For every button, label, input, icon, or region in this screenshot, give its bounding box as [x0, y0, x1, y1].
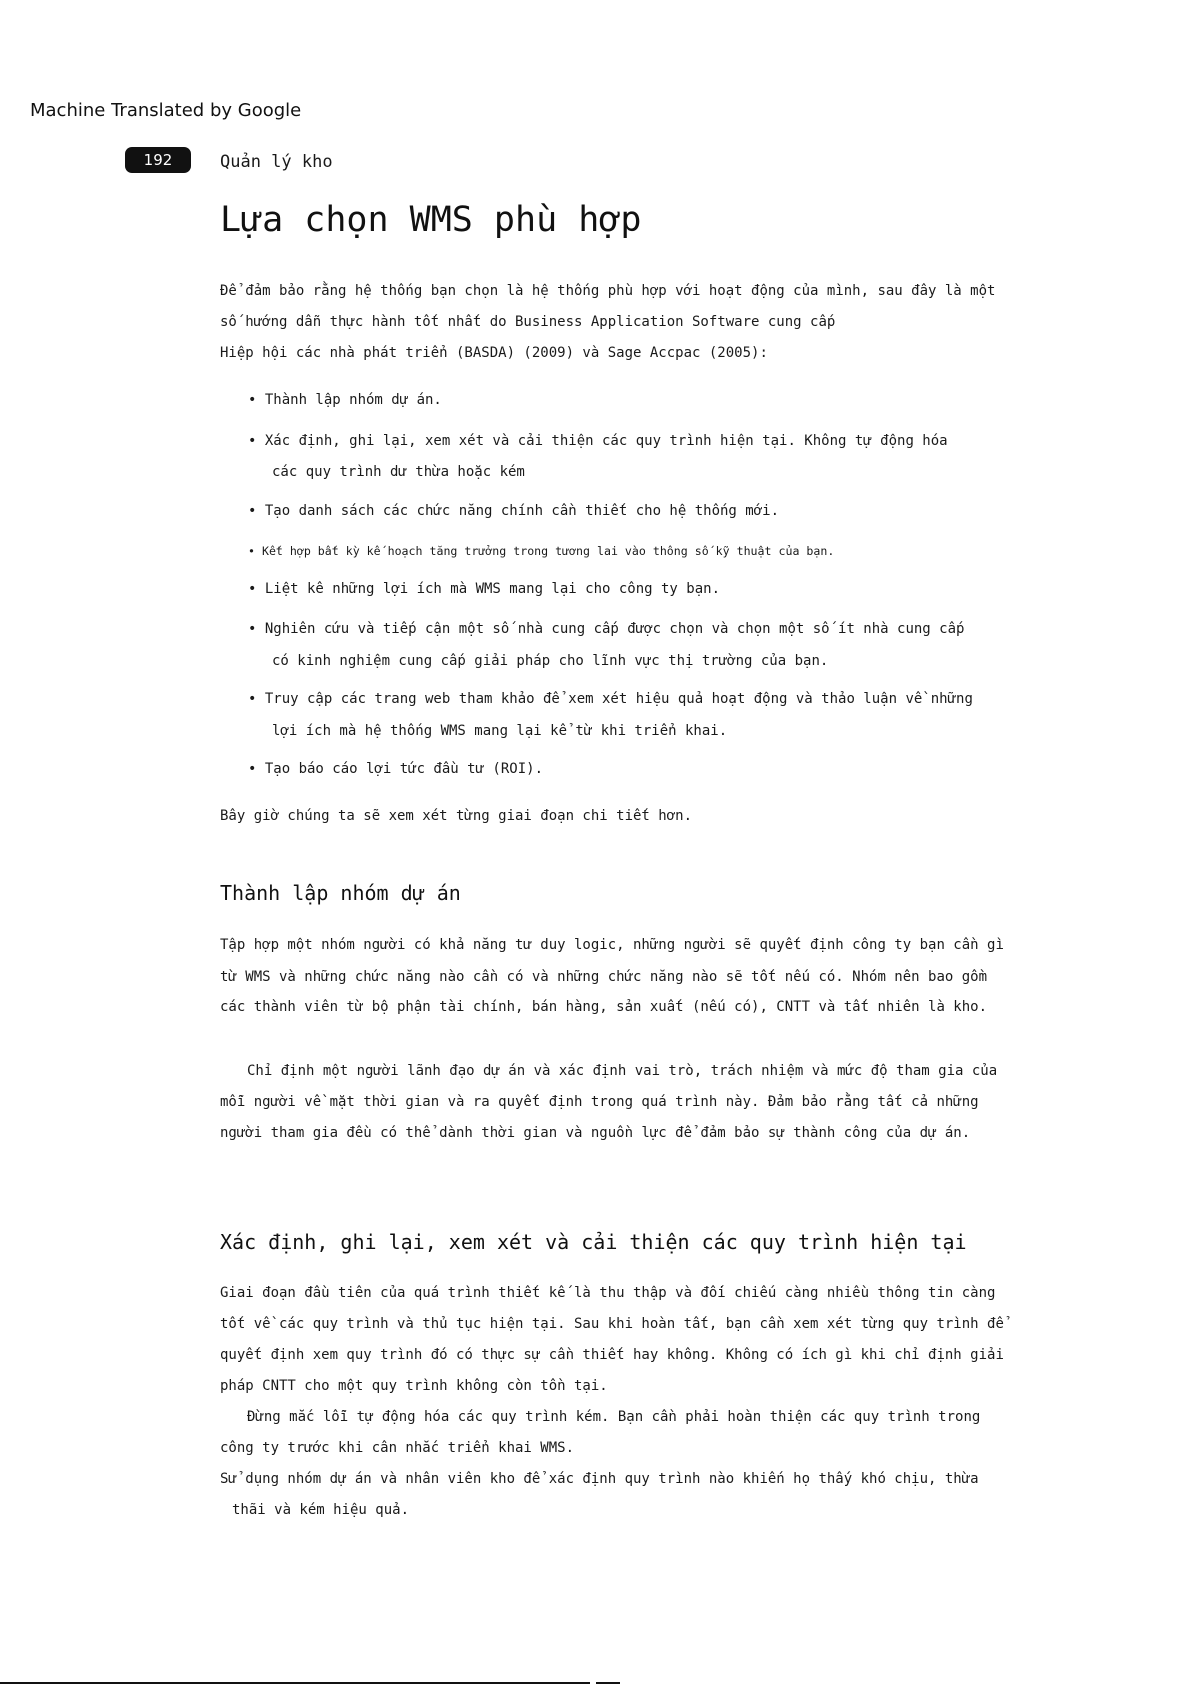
section2-line: tốt về các quy trình và thủ tục hiện tại. Sau khi hoàn tất, bạn cần xem xét từng quy trình để	[220, 1316, 1004, 1332]
running-head: Quản lý kho	[220, 152, 333, 172]
list-item: • Liệt kê những lợi ích mà WMS mang lại cho công ty bạn.	[248, 581, 721, 597]
section2-line: công ty trước khi cân nhắc triển khai WMS.	[220, 1440, 575, 1456]
footer-rule	[0, 1682, 590, 1684]
section2-line: thãi và kém hiệu quả.	[232, 1502, 410, 1518]
list-item-continuation: có kinh nghiệm cung cấp giải pháp cho lĩnh vực thị trường của bạn.	[272, 653, 829, 669]
section1-para2-line: Chỉ định một người lãnh đạo dự án và xác định vai trò, trách nhiệm và mức độ tham gia của	[247, 1063, 998, 1079]
section1-para2-line: người tham gia đều có thể dành thời gian và nguồn lực để đảm bảo sự thành công của dự án.	[220, 1125, 971, 1141]
list-item: • Truy cập các trang web tham khảo để xem xét hiệu quả hoạt động và thảo luận về những	[248, 691, 973, 707]
list-item: • Tạo danh sách các chức năng chính cần thiết cho hệ thống mới.	[248, 503, 780, 519]
section1-para1-line: từ WMS và những chức năng nào cần có và những chức năng nào sẽ tốt nếu có. Nhóm nên bao gồm	[220, 969, 988, 985]
section2-line: Sử dụng nhóm dự án và nhân viên kho để xác định quy trình nào khiến họ thấy khó chịu, thừa	[220, 1471, 979, 1487]
section-heading-processes: Xác định, ghi lại, xem xét và cải thiện các quy trình hiện tại	[220, 1230, 967, 1254]
section2-line: pháp CNTT cho một quy trình không còn tồn tại.	[220, 1378, 608, 1394]
list-item: • Xác định, ghi lại, xem xét và cải thiện các quy trình hiện tại. Không tự động hóa	[248, 433, 948, 449]
list-item: • Nghiên cứu và tiếp cận một số nhà cung cấp được chọn và chọn một số ít nhà cung cấp	[248, 621, 965, 637]
list-item-continuation: các quy trình dư thừa hoặc kém	[272, 464, 525, 480]
list-item: • Kết hợp bất kỳ kế hoạch tăng trưởng trong tương lai vào thông số kỹ thuật của bạn.	[248, 544, 835, 558]
section-heading-project-team: Thành lập nhóm dự án	[220, 881, 461, 905]
transition-text: Bây giờ chúng ta sẽ xem xét từng giai đoạn chi tiết hơn.	[220, 808, 693, 824]
section1-para1-line: các thành viên từ bộ phận tài chính, bán hàng, sản xuất (nếu có), CNTT và tất nhiên là kho.	[220, 999, 988, 1015]
section2-line: Đừng mắc lỗi tự động hóa các quy trình kém. Bạn cần phải hoàn thiện các quy trình trong	[247, 1409, 981, 1425]
section1-para2-line: mỗi người về mặt thời gian và ra quyết định trong quá trình này. Đảm bảo rằng tất cả những	[220, 1094, 979, 1110]
list-item: • Thành lập nhóm dự án.	[248, 392, 442, 408]
page-title: Lựa chọn WMS phù hợp	[220, 200, 642, 240]
list-item-continuation: lợi ích mà hệ thống WMS mang lại kể từ khi triển khai.	[272, 723, 728, 739]
section1-para1-line: Tập hợp một nhóm người có khả năng tư duy logic, những người sẽ quyết định công ty bạn cần gì	[220, 937, 1004, 953]
intro-line-3: Hiệp hội các nhà phát triển (BASDA) (2009) và Sage Accpac (2005):	[220, 345, 768, 361]
section2-line: quyết định xem quy trình đó có thực sự cần thiết hay không. Không có ích gì khi chỉ định giải	[220, 1347, 1004, 1363]
page-number-badge: 192	[125, 147, 191, 173]
section2-line: Giai đoạn đầu tiên của quá trình thiết kế là thu thập và đối chiếu càng nhiều thông tin càng	[220, 1285, 996, 1301]
intro-line-1: Để đảm bảo rằng hệ thống bạn chọn là hệ thống phù hợp với hoạt động của mình, sau đây là một	[220, 283, 996, 299]
machine-translation-note: Machine Translated by Google	[30, 100, 302, 121]
intro-line-2: số hướng dẫn thực hành tốt nhất do Business Application Software cung cấp	[220, 314, 836, 330]
list-item: • Tạo báo cáo lợi tức đầu tư (ROI).	[248, 761, 544, 777]
footer-rule-segment	[596, 1682, 620, 1684]
